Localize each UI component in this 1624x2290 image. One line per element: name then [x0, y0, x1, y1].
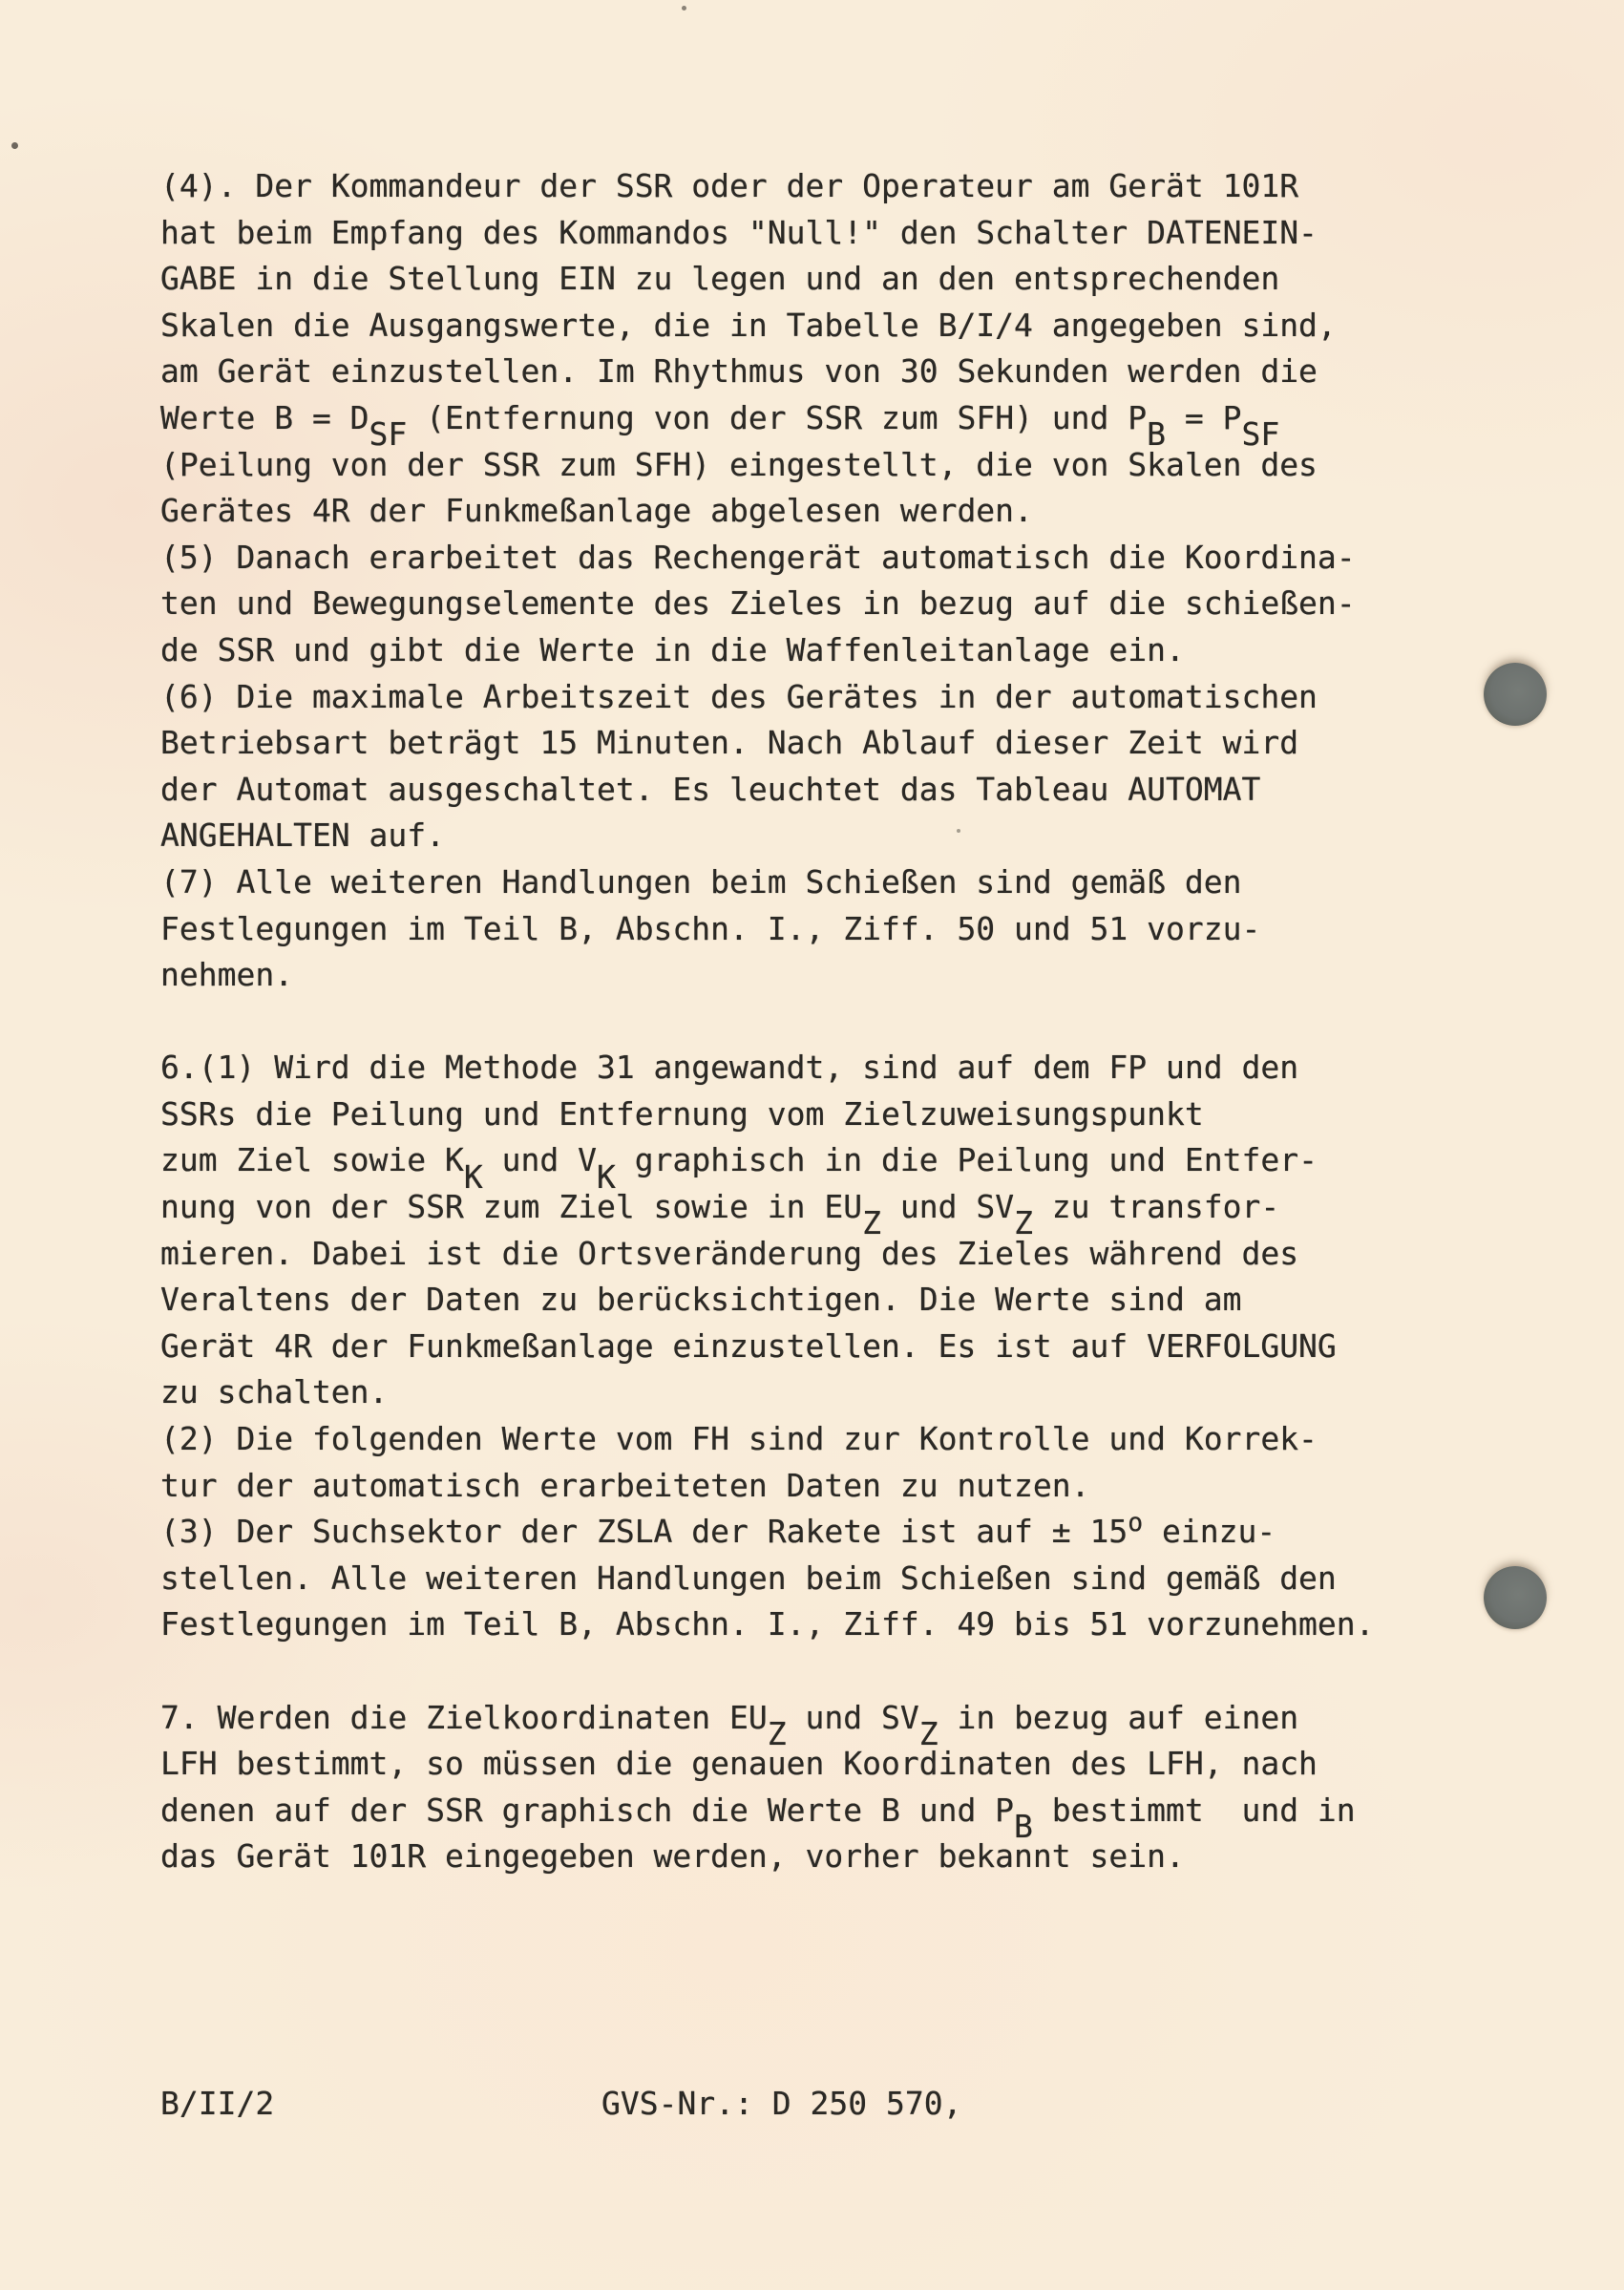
subscript-text: SF: [1241, 415, 1280, 454]
text-segment: = P: [1166, 398, 1242, 436]
text-line: [160, 999, 1375, 1046]
text-segment: und SV: [786, 1698, 919, 1736]
text-segment: zu transfor-: [1032, 1188, 1280, 1226]
text-line: [160, 1416, 1375, 1463]
text-segment: Festlegungen im Teil B, Abschn. I., Ziff. 50 und 51 vorzu-: [160, 909, 1261, 947]
text-segment: SSRs die Peilung und Entfernung vom Zielzuweisungspunkt: [160, 1094, 1204, 1133]
text-segment: LFH bestimmt, so müssen die genauen Koordinaten des LFH, nach: [160, 1745, 1318, 1783]
text-segment: 6.(1) Wird die Methode 31 angewandt, sind auf dem FP und den: [160, 1049, 1299, 1087]
text-segment: Betriebsart beträgt 15 Minuten. Nach Ablauf dieser Zeit wird: [160, 724, 1299, 762]
text-segment: (7) Alle weiteren Handlungen beim Schießen sind gemäß den: [160, 862, 1242, 901]
subscript-text: Z: [862, 1204, 881, 1242]
text-segment: denen auf der SSR graphisch die Werte B und P: [160, 1791, 1015, 1829]
text-segment: der Automat ausgeschaltet. Es leuchtet das Tableau AUTOMAT: [160, 770, 1261, 808]
text-segment: Werte B = D: [160, 398, 369, 436]
text-line: [160, 1463, 1375, 1510]
text-line: [160, 1277, 1375, 1324]
text-segment: graphisch in die Peilung und Entfer-: [615, 1141, 1318, 1179]
text-line: [160, 303, 1375, 350]
paper-speck: [957, 829, 960, 833]
text-line: [160, 1184, 1375, 1242]
subscript-text: B: [1147, 415, 1167, 454]
text-segment: de SSR und gibt die Werte in die Waffenleitanlage ein.: [160, 630, 1185, 668]
text-line: [160, 767, 1375, 814]
document-text: [160, 163, 1375, 1880]
text-line: [160, 1137, 1375, 1196]
text-line: [160, 627, 1375, 674]
text-segment: (4). Der Kommandeur der SSR oder der Operateur am Gerät 101R: [160, 167, 1299, 204]
text-line: [160, 674, 1375, 721]
text-line: [160, 581, 1375, 627]
text-segment: Gerät 4R der Funkmeßanlage einzustellen. Es ist auf VERFOLGUNG: [160, 1326, 1337, 1365]
text-line: [160, 1045, 1375, 1092]
punch-hole-top: [1484, 663, 1547, 726]
text-line: [160, 1556, 1375, 1602]
text-segment: bestimmt und in: [1032, 1791, 1356, 1829]
text-segment: (5) Danach erarbeitet das Rechengerät automatisch die Koordina-: [160, 538, 1356, 576]
text-segment: am Gerät einzustellen. Im Rhythmus von 30 Sekunden werden die: [160, 352, 1318, 391]
text-segment: in bezug auf einen: [938, 1698, 1299, 1736]
text-line: [160, 1601, 1375, 1648]
text-segment: 7. Werden die Zielkoordinaten EU: [160, 1698, 768, 1736]
text-line: [160, 442, 1375, 489]
text-line: [160, 1092, 1375, 1138]
text-segment: nung von der SSR zum Ziel sowie in EU: [160, 1188, 863, 1226]
text-segment: und V: [482, 1141, 597, 1179]
text-segment: stellen. Alle weiteren Handlungen beim Schießen sind gemäß den: [160, 1558, 1337, 1597]
footer-gvs-number: GVS-Nr.: D 250 570,: [601, 2085, 962, 2122]
text-segment: (3) Der Suchsektor der ZSLA der Rakete ist auf ± 15: [160, 1513, 1128, 1551]
text-segment: ANGEHALTEN auf.: [160, 816, 446, 855]
text-line: [160, 952, 1375, 999]
subscript-text: K: [596, 1157, 616, 1196]
text-line: [160, 1695, 1375, 1752]
text-line: [160, 1648, 1375, 1695]
text-segment: tur der automatisch erarbeiteten Daten zu nutzen.: [160, 1466, 1090, 1504]
text-line: [160, 488, 1375, 535]
subscript-text: Z: [767, 1714, 787, 1752]
text-line: [160, 1231, 1375, 1278]
text-segment: Skalen die Ausgangswerte, die in Tabelle B/I/4 angegeben sind,: [160, 306, 1337, 344]
text-segment: und SV: [880, 1188, 1015, 1226]
text-segment: (6) Die maximale Arbeitszeit des Gerätes in der automatischen: [160, 677, 1318, 715]
text-segment: nehmen.: [160, 956, 294, 994]
text-line: [160, 1369, 1375, 1416]
text-line: [160, 813, 1375, 859]
text-segment: Veraltens der Daten zu berücksichtigen. Die Werte sind am: [160, 1281, 1242, 1319]
text-segment: (Entfernung von der SSR zum SFH) und P: [407, 398, 1148, 436]
page-footer: [0, 2085, 1624, 2234]
text-segment: (2) Die folgenden Werte vom FH sind zur Kontrolle und Korrek-: [160, 1420, 1318, 1458]
text-segment: zu schalten.: [160, 1373, 389, 1411]
text-line: [160, 1834, 1375, 1880]
subscript-text: SF: [369, 415, 408, 454]
paper-speck: [682, 6, 686, 11]
text-line: [160, 1788, 1375, 1845]
text-line: [160, 210, 1375, 257]
text-line: [160, 349, 1375, 395]
text-line: [160, 256, 1375, 303]
text-segment: zum Ziel sowie K: [160, 1141, 464, 1179]
text-segment: das Gerät 101R eingegeben werden, vorher bekannt sein.: [160, 1837, 1185, 1876]
subscript-text: B: [1014, 1807, 1033, 1845]
text-segment: Gerätes 4R der Funkmeßanlage abgelesen werden.: [160, 492, 1033, 530]
text-line: [160, 395, 1375, 454]
text-line: [160, 859, 1375, 906]
text-segment: GABE in die Stellung EIN zu legen und an den entsprechenden: [160, 260, 1280, 298]
text-line: [160, 1509, 1375, 1556]
subscript-text: Z: [918, 1714, 939, 1752]
text-segment: mieren. Dabei ist die Ortsveränderung des Zieles während des: [160, 1234, 1299, 1272]
text-segment: hat beim Empfang des Kommandos "Null!" den Schalter DATENEIN-: [160, 213, 1318, 251]
paper-speck: [11, 142, 18, 149]
subscript-text: K: [463, 1157, 483, 1196]
text-line: [160, 1324, 1375, 1370]
text-line: [160, 535, 1375, 582]
subscript-text: Z: [1014, 1204, 1033, 1242]
text-line: [160, 163, 1375, 210]
text-segment: ten und Bewegungselemente des Zieles in bezug auf die schießen-: [160, 584, 1356, 623]
text-segment: einzu-: [1143, 1513, 1276, 1551]
text-segment: (Peilung von der SSR zum SFH) eingestellt, die von Skalen des: [160, 445, 1318, 483]
punch-hole-bottom: [1484, 1566, 1547, 1629]
footer-section-ref: B/II/2: [160, 2085, 275, 2122]
text-line: [160, 906, 1375, 953]
superscript-text: o: [1128, 1508, 1144, 1538]
text-segment: Festlegungen im Teil B, Abschn. I., Ziff. 49 bis 51 vorzunehmen.: [160, 1605, 1375, 1643]
text-line: [160, 720, 1375, 767]
